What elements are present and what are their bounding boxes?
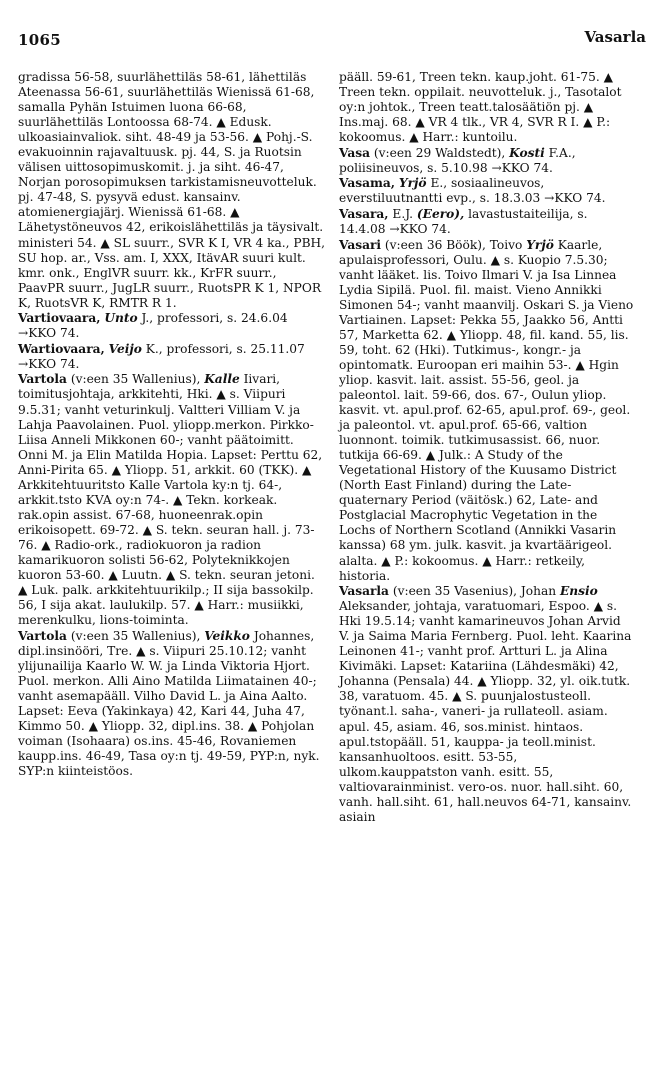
entry-surname: Wartiovaara, — [18, 341, 105, 356]
entry-given-name: Kosti — [509, 145, 545, 160]
entry-text: (v:een 29 Waldstedt), — [370, 145, 510, 160]
right-column — [339, 70, 635, 825]
entry-vasarla-ensio — [339, 584, 635, 825]
entry-vasara-eero — [339, 207, 635, 237]
entry-surname: Vartola — [18, 372, 67, 387]
entry-vasa-kosti — [339, 146, 635, 176]
entry-surname: Vasarla — [339, 584, 389, 599]
entry-given-name: Veijo — [108, 341, 142, 356]
entry-given-name: Yrjö — [398, 176, 427, 191]
entry-surname: Vartiovaara, — [18, 311, 101, 326]
entry-text: K., professori, s. 25.11.07 →KKO 74. — [18, 341, 305, 371]
entry-text: pääll. 59-61, Treen tekn. kaup.joht. 61-75. ▲ Treen tekn. oppilait. neuvotteluk. j., Tasotalot oy:n johtok., Treen teatt.talosäätiön pj. ▲ Ins.maj. 68. ▲ VR 4 tlk., VR 4, SVR R I. ▲ P.: kokoomus. ▲ Harr.: kuntoilu. — [339, 70, 622, 145]
entry-text: lavastustaiteilija, s. 14.4.08 →KKO 74. — [339, 206, 588, 236]
entry-given-name: Ensio — [559, 584, 598, 599]
entry-surname: Vasari — [339, 237, 382, 252]
entry-surname: Vasa — [339, 145, 370, 160]
entry-vartola-kalle — [18, 372, 326, 628]
entry-text: (v:een 35 Vasenius), Johan — [388, 584, 560, 599]
entry-text: (v:een 36 Böök), Toivo — [381, 237, 527, 252]
entry-vasari-yrjo — [339, 238, 635, 584]
entry-text: gradissa 56-58, suurlähettiläs 58-61, lähettiläs Ateenassa 56-61, suurlähettiläs Wienissä 61-68, samalla Pyhän Istuimen luona 66-68, suurlähettiläs Lontoossa 68-74. ▲ Edusk. ulkoasiainvaliok. siht. 48-49 ja 53-56. ▲ Pohj.-S. evakuoinnin rajavaltuusk. pj. 44, S. ja Ruotsin välisen uittosopimuskomit. j. ja siht. 46-47, Norjan porosopimuksen tarkistamisneuvotteluk. pj. 47-48, S. pysyvä edust. kansainv. atomienergiajärj. Wienissä 61-68. ▲ Lähetystöneuvos 42, erikoislähettiläs ja täysivalt. ministeri 54. ▲ SL suurr., SVR K I, VR 4 ka., PBH, SU hop. ar., Vss. am. I, XXX, ItävAR suuri kult. kmr. onk., EnglVR suurr. kk., KrFR suurr., PaavPR suurr., JugLR suurr., RuotsPR K 1, NPOR K, RuotsVR K, RMTR R 1. — [18, 70, 326, 310]
entry-text: F.A., poliisineuvos, s. 5.10.98 →KKO 74. — [339, 145, 576, 175]
entry-given-name: Unto — [104, 311, 138, 326]
entry-surname: Vasara, — [339, 206, 389, 221]
entry-text: J., professori, s. 24.6.04 →KKO 74. — [18, 311, 288, 341]
page-number: 1065 — [18, 31, 61, 49]
entry-vasama-yrjo — [339, 176, 635, 206]
entry-given-name: Veikko — [204, 628, 250, 643]
entry-vartiovaara-unto — [18, 311, 326, 341]
entry-text: E.J. — [388, 206, 417, 221]
entry-text: (v:een 35 Wallenius), — [66, 372, 205, 387]
entry-given-name: Yrjö — [526, 237, 554, 252]
entry-text: E., sosiaalineuvos, everstiluutnantti evp., s. 18.3.03 →KKO 74. — [339, 176, 606, 206]
entry-vartola-veikko — [18, 629, 326, 779]
entry-continuation — [339, 70, 635, 145]
entry-surname: Vasama, — [339, 176, 396, 191]
entry-given-name: Kalle — [204, 372, 240, 387]
entry-continuation — [18, 70, 326, 311]
left-column — [18, 70, 326, 779]
entry-text: Johannes, dipl.insinööri, Tre. ▲ s. Viipuri 25.10.12; vanht ylijunailija Kaarlo W. W. ja Linda Viktoria Hjort. Puol. merkon. Alli Aino Matilda Liimatainen 40-; vanht asemapääll. Vilho David L. ja Aina Aalto. Lapset: Eeva (Yakinkaya) 42, Kari 44, Juha 47, Kimmo 50. ▲ Yliopp. 32, dipl.ins. 38. ▲ Pohjolan voiman (Isohaara) os.ins. 45-46, Rovaniemen kaupp.ins. 46-49, Tasa oy:n tj. 49-59, PYP:n, nyk. SYP:n kiinteistöos. — [18, 628, 320, 779]
entry-wartiovaara-veijo — [18, 342, 326, 372]
running-head: Vasarla — [584, 28, 646, 46]
entry-surname: Vartola — [18, 628, 67, 643]
entry-text: Iivari, toimitusjohtaja, arkkitehti, Hki. ▲ s. Viipuri 9.5.31; vanht veturinkulj. Valtteri Villiam V. ja Lahja Paavolainen. Puol. yliopp.merkon. Pirkko-Liisa Anneli Mikkonen 60-; vanht päätoimitt. Onni M. ja Elin Matilda Hopia. Lapset: Perttu 62, Anni-Pirita 65. ▲ Yliopp. 51, arkkit. 60 (TKK). ▲ Arkkitehtuuritsto Kalle Vartola ky:n tj. 64-, arkkit.tsto KVA oy:n 74-. ▲ Tekn. korkeak. rak.opin assist. 67-68, huoneenrak.opin erikoisopett. 69-72. ▲ S. tekn. seuran hall. j. 73-76. ▲ Radio-ork., radiokuoron ja radion kamarikuoron solisti 56-62, Polyteknikkojen kuoron 53-60. ▲ Luutn. ▲ S. tekn. seuran jetoni. ▲ Luk. palk. arkkitehtuurikilp.; II sija bassokilp. 56, I sija akat. laulukilp. 57. ▲ Harr.: musiikki, merenkulku, lions-toiminta. — [18, 372, 323, 628]
entry-text: Aleksander, johtaja, varatuomari, Espoo. ▲ s. Hki 19.5.14; vanht kamarineuvos Johan Arvid V. ja Saima Maria Fernberg. Puol. leht. Kaarina Leinonen 41-; vanht prof. Artturi L. ja Alina Kivimäki. Lapset: Katariina (Lähdesmäki) 42, Johanna (Pensala) 44. ▲ Yliopp. 32, yl. oik.tutk. 38, varatuom. 45. ▲ S. puunjalostusteoll. työnant.l. saha-, vaneri- ja rullateoll. asiam. apul. 45, asiam. 46, sos.minist. hintaos. apul.tstopääll. 51, kauppa- ja teoll.minist. kansanhuoltoos. esitt. 53-55, ulkom.kauppatston vanh. esitt. 55, valtiovarainminist. vero-os. nuor. hall.siht. 60, vanh. hall.siht. 61, hall.neuvos 64-71, kansainv. asiain — [339, 599, 632, 824]
entry-text: Kaarle, apulaisprofessori, Oulu. ▲ s. Kuopio 7.5.30; vanht lääket. lis. Toivo Ilmari V. ja Isa Linnea Lydia Sipilä. Puol. fil. maist. Vieno Annikki Simonen 54-; vanht maanvilj. Oskari S. ja Vieno Vartiainen. Lapset: Pekka 55, Jaakko 56, Antti 57, Marketta 62. ▲ Yliopp. 48, fil. kand. 55, lis. 59, toht. 62 (Hki). Tutkimus-, kongr.- ja opintomatk. Euroopan eri maihin 53-. ▲ Hgin yliop. kasvit. lait. assist. 55-56, geol. ja paleontol. lait. 59-66, dos. 67-, Oulun yliop. kasvit. vt. apul.prof. 62-65, apul.prof. 69-, geol. ja paleontol. vt. apul.prof. 65-66, valtion luonnont. toimik. tutkimusassist. 66, nuor. tutkija 66-69. ▲ Julk.: A Study of the Vegetational History of the Kuusamo District (North East Finland) during the Late-quaternary Period (väitösk.) 62, Late- and Postglacial Macrophytic Vegetation in the Lochs of Northern Scotland (Annikki Vasarin kanssa) 68 ym. julk. kasvit. ja kvartäärigeol. alalta. ▲ P.: kokoomus. ▲ Harr.: retkeily, historia. — [339, 237, 634, 583]
entry-given-name: (Eero), — [416, 206, 465, 221]
entry-text: (v:een 35 Wallenius), — [66, 628, 205, 643]
